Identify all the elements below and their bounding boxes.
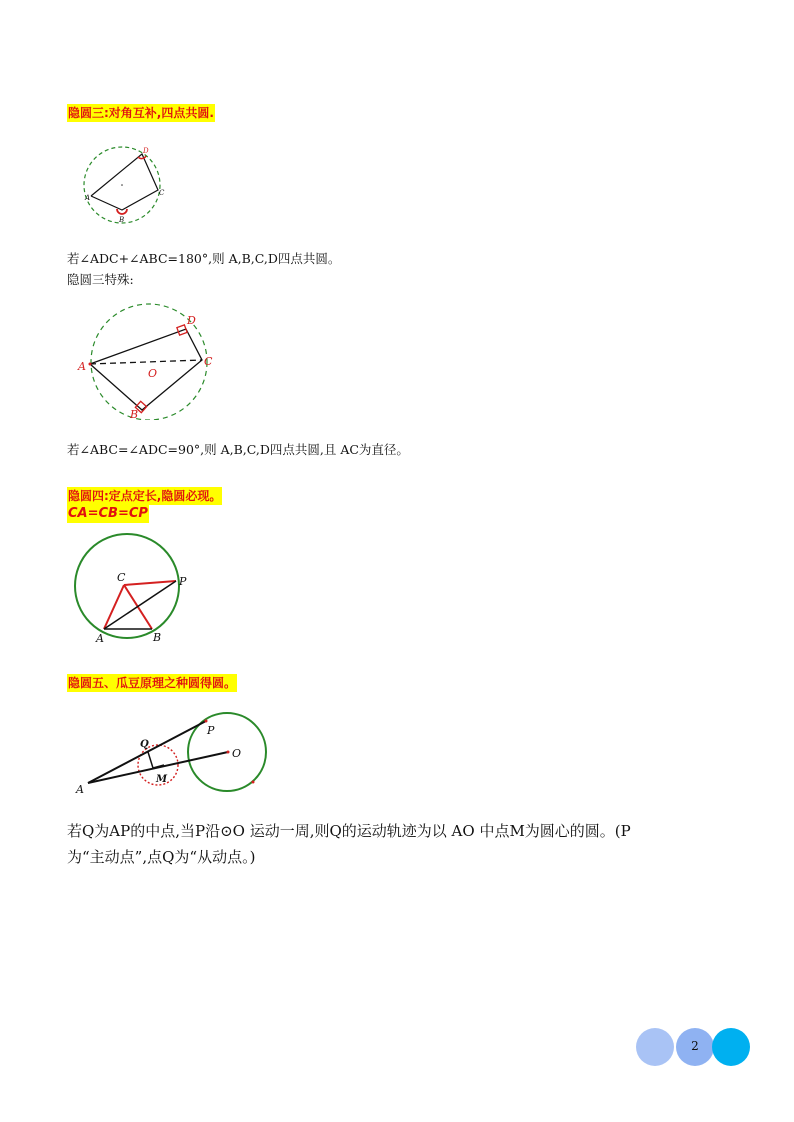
label-a: A xyxy=(78,360,86,373)
section-3-special-label: 隐圆三特殊: xyxy=(67,272,134,287)
label-o: O xyxy=(232,747,242,760)
label-b: B xyxy=(130,408,139,420)
label-p: P xyxy=(179,575,187,588)
section-3-special-text: 若∠ABC=∠ADC=90°,则 A,B,C,D四点共圆,且 AC为直径。 xyxy=(67,442,409,457)
label-c: C xyxy=(159,189,165,197)
label-o: O xyxy=(148,367,158,380)
figure-fixed-point-circle xyxy=(70,530,190,650)
label-d: D xyxy=(143,147,149,155)
solid-circle xyxy=(75,534,179,638)
quadrilateral xyxy=(91,154,158,210)
label-d: D xyxy=(187,314,196,327)
section-3-title: 隐圆三:对角互补,四点共圆. xyxy=(68,106,214,120)
section-5-text-line1: 若Q为AP的中点,当P沿⊙O 运动一周,则Q的运动轨迹为以 AO 中点M为圆心的圆。(P xyxy=(67,822,631,840)
quadrilateral xyxy=(90,329,202,410)
segment-cp xyxy=(124,581,176,585)
label-b: B xyxy=(153,631,162,644)
page-circle-right xyxy=(712,1028,750,1066)
section-4-formula: CA=CB=CP xyxy=(68,506,148,521)
label-c: C xyxy=(117,571,126,584)
figure-melon-bean xyxy=(72,705,278,800)
label-a: A xyxy=(76,783,84,796)
page-number: 2 xyxy=(691,1039,699,1053)
label-a: A xyxy=(85,194,91,202)
label-p: P xyxy=(207,724,215,737)
figure-cyclic-quadrilateral xyxy=(80,140,180,232)
page-circle-left xyxy=(636,1028,674,1066)
label-b: B xyxy=(119,216,125,224)
section-3-text: 若∠ADC+∠ABC=180°,则 A,B,C,D四点共圆。 xyxy=(67,251,341,266)
label-c: C xyxy=(204,355,213,368)
segment-qm xyxy=(148,752,153,768)
section-5-text-line2: 为“主动点”,点Q为“从动点。) xyxy=(67,848,256,866)
section-5-title: 隐圆五、瓜豆原理之种圆得圆。 xyxy=(68,676,237,690)
label-q: Q xyxy=(140,739,149,750)
page-number-badge xyxy=(636,1028,752,1066)
diagonal-ac xyxy=(90,360,202,364)
section-4-title: 隐圆四:定点定长,隐圆必现。 xyxy=(68,489,222,503)
figure-right-angle-cyclic xyxy=(76,302,216,420)
label-m: M xyxy=(156,774,168,785)
label-a: A xyxy=(96,632,104,645)
